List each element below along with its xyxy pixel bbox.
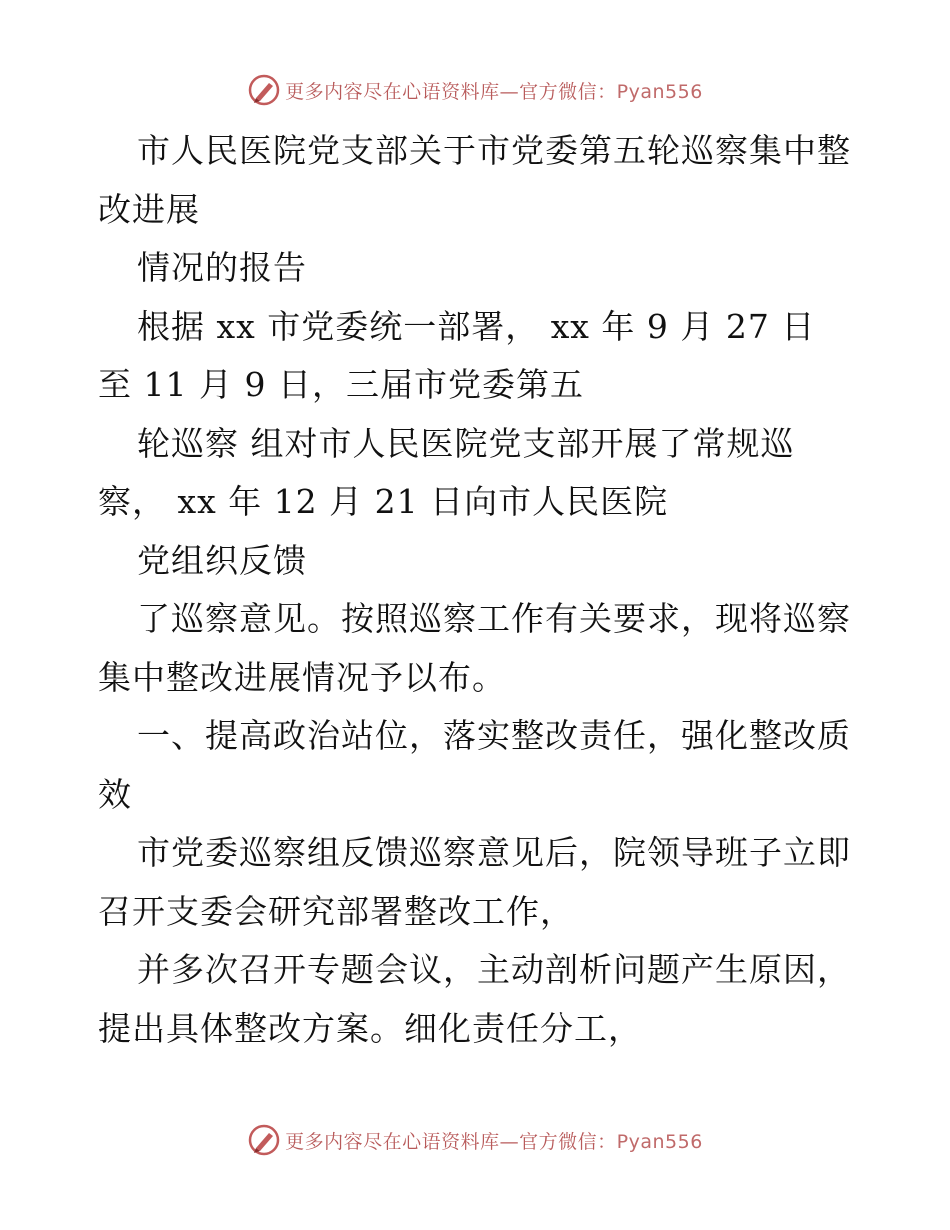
watermark-text: 更多内容尽在心语资料库—官方微信：Pyan556 xyxy=(285,80,703,103)
watermark-id: Pyan556 xyxy=(616,1130,703,1153)
watermark-id: Pyan556 xyxy=(616,80,703,103)
paragraph-line: 市党委巡察组反馈巡察意见后，院领导班子立即 xyxy=(137,833,851,872)
paragraph-line: 了巡察意见。按照巡察工作有关要求，现将巡察 xyxy=(137,599,851,638)
pen-circle-logo-icon xyxy=(247,73,281,107)
section-heading-line: 效 xyxy=(98,774,132,814)
paragraph-line: 召开支委会研究部署整改工作， xyxy=(98,891,574,931)
pen-circle-logo-icon xyxy=(247,1123,281,1157)
document-body xyxy=(98,122,858,1058)
paragraph-line: 根据 xx 市党委统一部署， xx 年 9 月 27 日 xyxy=(137,306,816,346)
section-heading-line: 一、提高政治站位，落实整改责任，强化整改质 xyxy=(137,716,851,755)
paragraph-line: 至 11 月 9 日，三届市党委第五 xyxy=(98,365,584,404)
paragraph-line: 轮巡察 组对市人民医院党支部开展了常规巡 xyxy=(137,423,795,463)
title-line-1: 市人民医院党支部关于市党委第五轮巡察集中整 xyxy=(137,131,851,170)
paragraph-line: 提出具体整改方案。细化责任分工， xyxy=(98,1008,642,1048)
paragraph-line: 党组织反馈 xyxy=(137,540,307,580)
title-line-2: 改进展 xyxy=(98,189,200,229)
watermark-text: 更多内容尽在心语资料库—官方微信：Pyan556 xyxy=(285,1130,703,1153)
title-line-3: 情况的报告 xyxy=(137,248,307,287)
paragraph-line: 并多次召开专题会议，主动剖析问题产生原因， xyxy=(137,950,851,989)
footer-watermark xyxy=(0,1123,950,1157)
paragraph-line: 集中整改进展情况予以布。 xyxy=(98,657,506,697)
header-watermark xyxy=(0,73,950,107)
paragraph-line: 察， xx 年 12 月 21 日向市人民医院 xyxy=(98,482,669,521)
